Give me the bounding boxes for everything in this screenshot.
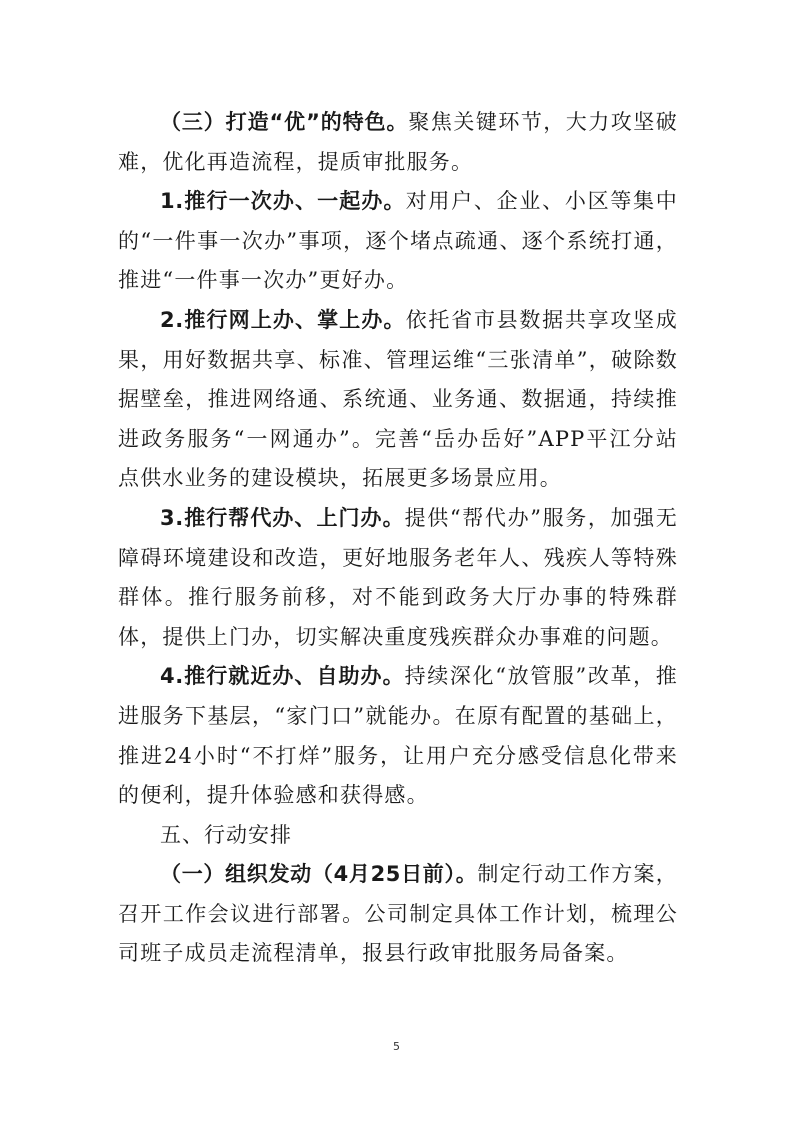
paragraph-lead: 2.推行网上办、掌上办。 bbox=[160, 307, 406, 332]
paragraph-text: 持续深化“放管服”改革，推进服务下基层，“家门口”就能办。在原有配置的基础上，推进24小时“不打烊”服务，让用户充分感受信息化带来的便利，提升体验感和获得感。 bbox=[118, 664, 678, 808]
paragraph-feature-optimization bbox=[118, 103, 678, 182]
document-body bbox=[118, 103, 678, 974]
paragraph-assisted bbox=[118, 499, 678, 657]
paragraph-lead: 1.推行一次办、一起办。 bbox=[160, 189, 406, 214]
paragraph-lead: （三）打造“优”的特色。 bbox=[160, 110, 409, 134]
section-heading: 五、行动安排 bbox=[160, 822, 292, 847]
paragraph-online bbox=[118, 301, 678, 499]
paragraph-nearby bbox=[118, 657, 678, 815]
paragraph-text: 依托省市县数据共享攻坚成果，用好数据共享、标准、管理运维“三张清单”，破除数据壁垒，推进网络通、系统通、业务通、数据通，持续推进政务服务“一网通办”。完善“岳办岳好”APP平江分站点供水业务的建设模块，拓展更多场景应用。 bbox=[118, 307, 678, 491]
paragraph-text: 聚焦关键环节，大力攻坚破难，优化再造流程，提质审批服务。 bbox=[118, 110, 678, 174]
paragraph-text: 对用户、企业、小区等集中的“一件事一次办”事项，逐个堵点疏通、逐个系统打通，推进“一件事一次办”更好办。 bbox=[118, 189, 678, 293]
paragraph-mobilization bbox=[118, 855, 678, 974]
paragraph-lead: 3.推行帮代办、上门办。 bbox=[160, 505, 405, 530]
paragraph-text: 提供“帮代办”服务，加强无障碍环境建设和改造，更好地服务老年人、残疾人等特殊群体。推行服务前移，对不能到政务大厅办事的特殊群体，提供上门办，切实解决重度残疾群众办事难的问题。 bbox=[118, 505, 678, 649]
page-number: 5 bbox=[393, 1040, 400, 1053]
paragraph-lead: 4.推行就近办、自助办。 bbox=[160, 664, 405, 689]
paragraph-lead: （一）组织发动（4月25日前）。 bbox=[160, 862, 478, 887]
paragraph-text: 制定行动工作方案，召开工作会议进行部署。公司制定具体工作计划，梳理公司班子成员走流程清单，报县行政审批服务局备案。 bbox=[118, 862, 678, 966]
paragraph-one-stop bbox=[118, 182, 678, 301]
